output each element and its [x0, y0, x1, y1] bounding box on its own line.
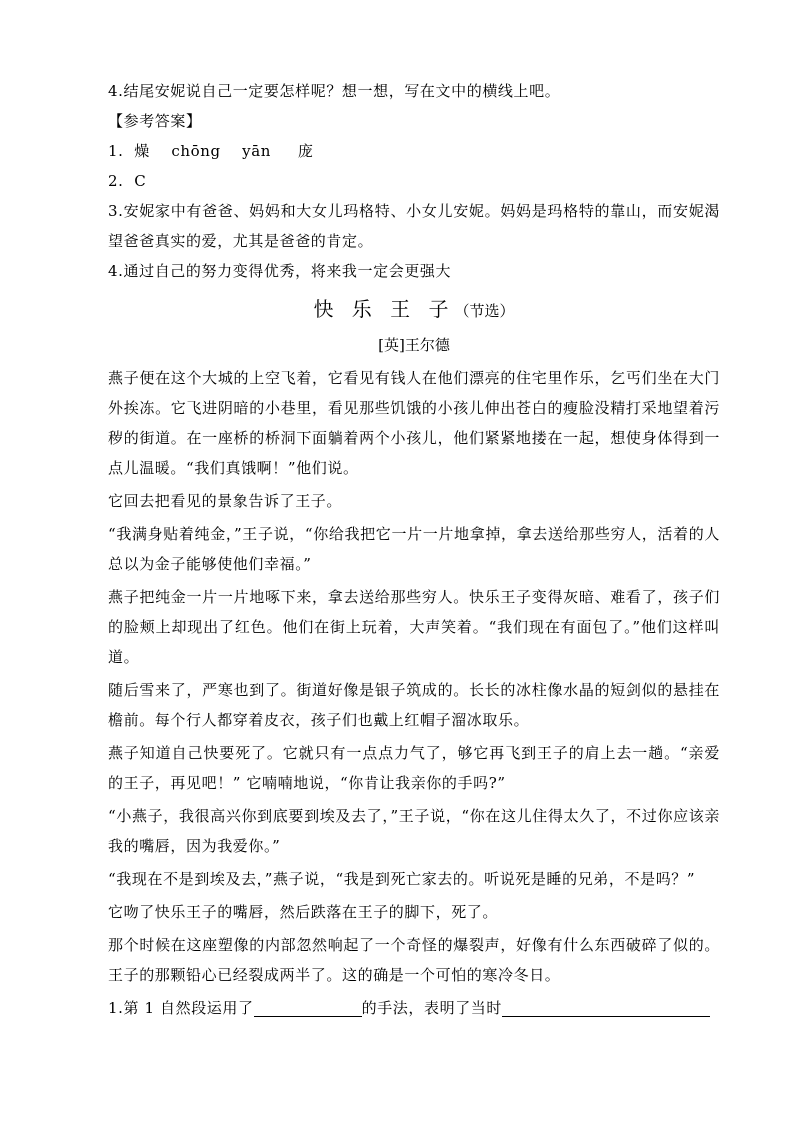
answers-heading: 【参考答案】 — [108, 112, 202, 130]
answer-1: 1. 燥 chōng yān 庞 — [108, 142, 314, 160]
question-4: 4.结尾安妮说自己一定要怎样呢？想一想，写在文中的横线上吧。 — [108, 82, 561, 100]
answer-blank-1[interactable] — [254, 998, 362, 1017]
story-paragraph-6: 燕子知道自己快要死了。它就只有一点点力气了，够它再飞到王子的肩上去一趟。“亲爱的王子，再见吧！” 它喃喃地说，“你肯让我亲你的手吗?” — [108, 744, 720, 792]
story-paragraph-1: 燕子便在这个大城的上空飞着，它看见有钱人在他们漂亮的住宅里作乐，乞丐们坐在大门外挨冻。它飞进阴暗的小巷里，看见那些饥饿的小孩儿伸出苍白的瘦脸没精打采地望着污秽的街道。在一座桥的桥洞下面躺着两个小孩儿，他们紧紧地搂在一起，想使身体得到一点儿温暖。“我们真饿啊！”他们说。 — [108, 369, 720, 477]
answer-4: 4.通过自己的努力变得优秀，将来我一定会更强大 — [108, 262, 452, 280]
story-subtitle: （节选） — [454, 302, 515, 320]
answer-2: 2. C — [108, 172, 147, 190]
question-1 — [108, 993, 720, 1023]
question-1-part-1: 1.第 1 自然段运用了 — [108, 999, 254, 1017]
story-title: 快 乐 王 子 — [313, 297, 455, 321]
question-1-part-2: 的手法，表明了当时 — [361, 999, 502, 1017]
answer-blank-2[interactable] — [502, 998, 710, 1017]
story-author: [英]王尔德 — [378, 336, 450, 354]
story-paragraph-10: 那个时候在这座塑像的内部忽然响起了一个奇怪的爆裂声，好像有什么东西破碎了似的。王子的那颗铅心已经裂成两半了。这的确是一个可怕的寒冷冬日。 — [108, 936, 720, 984]
story-paragraph-3: “我满身贴着纯金，”王子说，“你给我把它一片一片地拿掉，拿去送给那些穷人，活着的人总以为金子能够使他们幸福。” — [108, 525, 720, 573]
story-paragraph-2: 它回去把看见的景象告诉了王子。 — [108, 492, 343, 510]
story-paragraph-4: 燕子把纯金一片一片地啄下来，拿去送给那些穷人。快乐王子变得灰暗、难看了，孩子们的脸颊上却现出了红色。他们在街上玩着，大声笑着。“我们现在有面包了。”他们这样叫道。 — [108, 588, 720, 666]
story-title-line — [108, 292, 720, 328]
story-paragraph-8: “我现在不是到埃及去，”燕子说，“我是到死亡家去的。听说死是睡的兄弟，不是吗？” — [108, 870, 696, 888]
story-paragraph-9: 它吻了快乐王子的嘴唇，然后跌落在王子的脚下，死了。 — [108, 903, 499, 921]
story-paragraph-5: 随后雪来了，严寒也到了。街道好像是银子筑成的。长长的冰柱像水晶的短剑似的悬挂在檐前。每个行人都穿着皮衣，孩子们也戴上红帽子溜冰取乐。 — [108, 681, 720, 729]
document-page — [108, 76, 720, 1023]
story-paragraph-7: “小燕子，我很高兴你到底要到埃及去了，”王子说，“你在这儿住得太久了，不过你应该亲我的嘴唇，因为我爱你。” — [108, 807, 720, 855]
answer-3: 3.安妮家中有爸爸、妈妈和大女儿玛格特、小女儿安妮。妈妈是玛格特的靠山，而安妮渴望爸爸真实的爱，尤其是爸爸的肯定。 — [108, 202, 720, 250]
